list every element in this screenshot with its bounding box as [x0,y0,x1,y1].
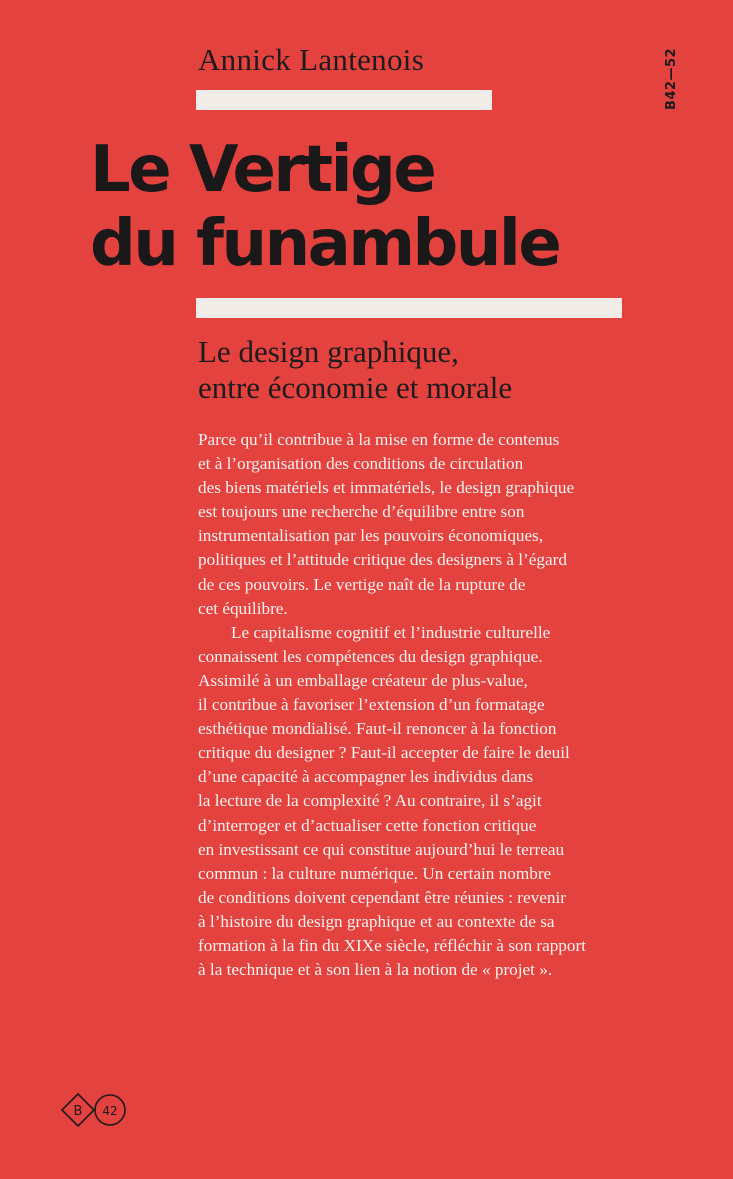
book-title [90,133,559,281]
blurb-line: est toujours une recherche d’équilibre entre son [198,502,525,522]
blurb-line: de conditions doivent cependant être réunies : revenir [198,887,566,907]
series-code: B42—52 [664,47,679,110]
blurb-line: d’une capacité à accompagner les individus dans [198,767,534,787]
blurb-line: à l’histoire du design graphique et au contexte de sa [198,911,555,931]
publisher-logo [60,1092,132,1128]
title-line-2: du funambule [90,207,560,281]
blurb-line: commun : la culture numérique. Un certain nombre [198,863,552,883]
blurb-line: politiques et l’attitude critique des designers à l’égard [198,550,567,570]
blurb-line: en investissant ce qui constitue aujourd’hui le terreau [198,839,565,859]
top-rule [196,90,492,110]
blurb-line: Assimilé à un emballage créateur de plus-value, [198,670,528,690]
blurb-line: et à l’organisation des conditions de circulation [198,454,524,474]
blurb-line: instrumentalisation par les pouvoirs économiques, [198,526,544,546]
blurb-line: à la technique et à son lien à la notion de « projet ». [198,960,553,980]
blurb-line: d’interroger et d’actualiser cette fonction critique [198,815,537,835]
blurb-line: connaissent les compétences du design graphique. [198,646,543,666]
middle-rule [196,298,622,318]
book-subtitle [198,334,512,406]
blurb-line: cet équilibre. [198,598,288,618]
blurb-text [198,428,638,982]
author-name: Annick Lantenois [198,42,425,77]
blurb-line: formation à la fin du XIXe siècle, réfléchir à son rapport [198,935,586,955]
subtitle-line-1: Le design graphique, [198,334,459,369]
title-line-1: Le Vertige [90,133,435,207]
blurb-line: Le capitalisme cognitif et l’industrie culturelle [231,622,551,642]
logo-letter: B [73,1104,83,1119]
blurb-line: critique du designer ? Faut-il accepter de faire le deuil [198,743,570,763]
blurb-line: Parce qu’il contribue à la mise en forme de contenus [198,430,560,449]
blurb-line: esthétique mondialisé. Faut-il renoncer à la fonction [198,719,557,739]
blurb-line: la lecture de la complexité ? Au contraire, il s’agit [198,791,542,811]
blurb-line: il contribue à favoriser l’extension d’un formatage [198,695,545,715]
blurb-line: des biens matériels et immatériels, le design graphique [198,478,575,498]
logo-number: 42 [102,1104,118,1118]
subtitle-line-2: entre économie et morale [198,370,513,405]
blurb-line: de ces pouvoirs. Le vertige naît de la rupture de [198,574,526,594]
